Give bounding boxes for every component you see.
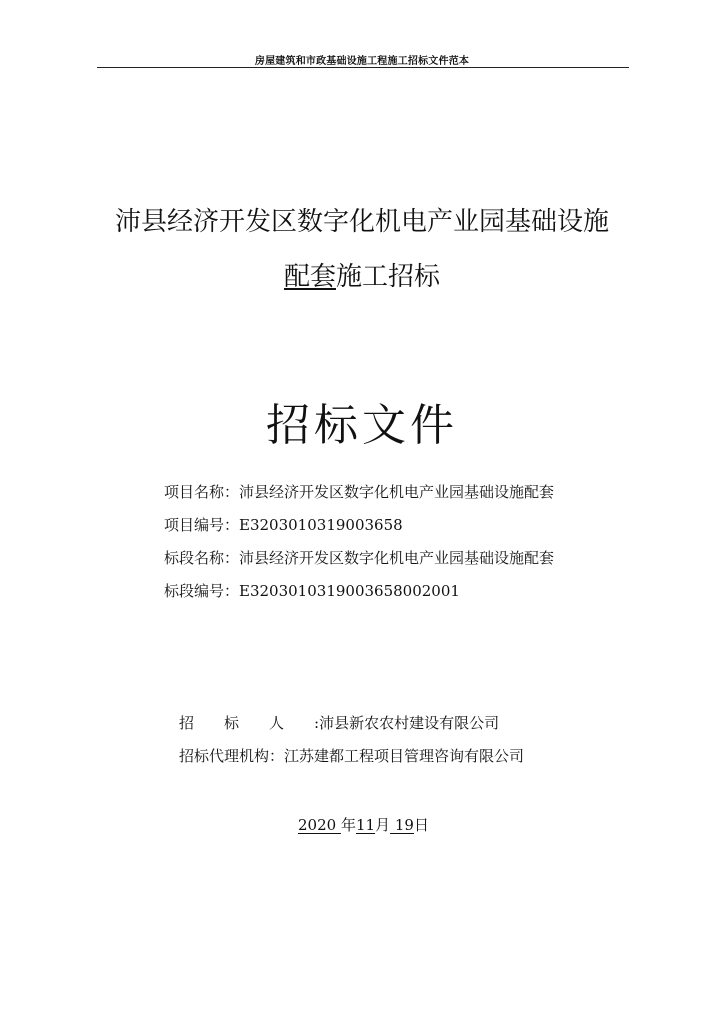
info-value: E3203010319003658 bbox=[239, 516, 403, 534]
agency-value: 江苏建都工程项目管理咨询有限公司 bbox=[284, 747, 525, 765]
info-row-section-number bbox=[164, 581, 460, 601]
info-label: 项目名称： bbox=[164, 483, 240, 501]
project-title-line-1: 沛县经济开发区数字化机电产业园基础设施 bbox=[114, 207, 609, 237]
date-month: 11 bbox=[355, 816, 376, 834]
document-type-heading: 招标文件 bbox=[266, 400, 458, 451]
tenderer-label: 招标人 bbox=[179, 714, 315, 732]
running-header: 房屋建筑和市政基础设施工程施工招标文件范本 bbox=[254, 56, 470, 67]
info-row-section-name bbox=[164, 548, 554, 568]
project-title-line-2 bbox=[0, 261, 724, 293]
date-day-unit: 日 bbox=[413, 816, 429, 834]
tenderer-separator: : bbox=[314, 714, 320, 732]
info-label: 标段名称： bbox=[164, 549, 240, 567]
issue-date bbox=[298, 815, 429, 835]
date-month-unit: 月 bbox=[375, 816, 391, 834]
date-day: 19 bbox=[390, 816, 414, 834]
tenderer-row bbox=[179, 713, 499, 733]
info-value: 沛县经济开发区数字化机电产业园基础设施配套 bbox=[239, 483, 555, 501]
info-row-project-number bbox=[164, 515, 403, 535]
date-year: 2020 bbox=[298, 816, 341, 834]
info-label: 标段编号： bbox=[164, 582, 240, 600]
info-row-project-name bbox=[164, 482, 554, 502]
header-rule bbox=[97, 67, 629, 68]
info-value: E3203010319003658002001 bbox=[239, 582, 460, 600]
agency-row bbox=[179, 746, 524, 766]
info-value: 沛县经济开发区数字化机电产业园基础设施配套 bbox=[239, 549, 555, 567]
agency-label: 招标代理机构： bbox=[179, 747, 285, 765]
project-title-rest: 施工招标 bbox=[336, 262, 441, 292]
project-title-underlined-part: 配套 bbox=[283, 262, 336, 292]
info-label: 项目编号： bbox=[164, 516, 240, 534]
date-year-unit: 年 bbox=[340, 816, 356, 834]
tenderer-value: 沛县新农农村建设有限公司 bbox=[319, 714, 500, 732]
